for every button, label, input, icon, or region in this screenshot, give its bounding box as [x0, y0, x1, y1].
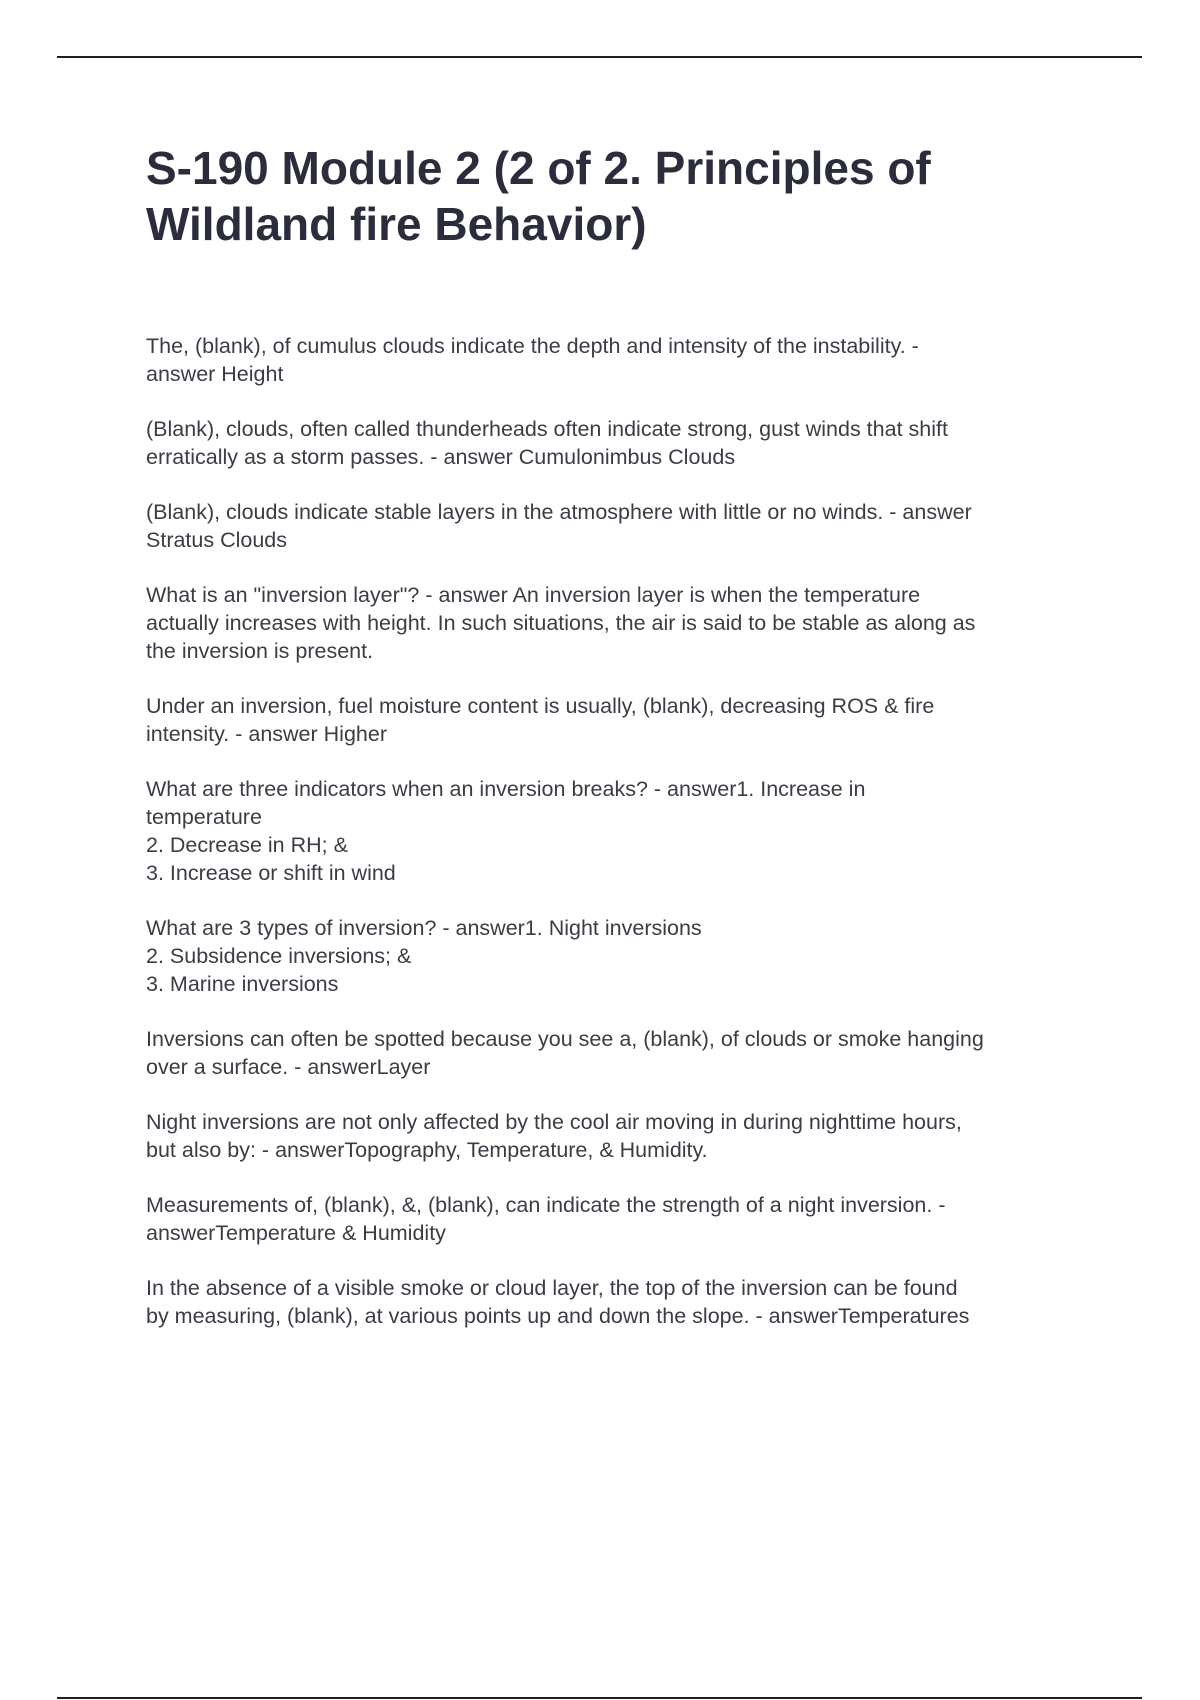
title-line-1: S-190 Module 2 (2 of 2. Principles of	[146, 142, 931, 194]
qa-entry: What are 3 types of inversion? - answer1. Night inversions 2. Subsidence inversions; & 3. Marine inversions	[146, 916, 702, 996]
qa-entry: (Blank), clouds indicate stable layers in the atmosphere with little or no winds. - answer Stratus Clouds	[146, 500, 972, 552]
qa-entry: What is an "inversion layer"? - answer An inversion layer is when the temperature actually increases with height. In such situations, the air is said to be stable as along as the inversion is present.	[146, 583, 976, 663]
qa-entry: Measurements of, (blank), &, (blank), can indicate the strength of a night inversion. - answerTemperature & Humidity	[146, 1193, 946, 1245]
qa-entry: Inversions can often be spotted because you see a, (blank), of clouds or smoke hanging over a surface. - answerLayer	[146, 1027, 984, 1079]
qa-entry: In the absence of a visible smoke or cloud layer, the top of the inversion can be found by measuring, (blank), at various points up and down the slope. - answerTemperatures	[146, 1276, 970, 1328]
qa-entry: Under an inversion, fuel moisture content is usually, (blank), decreasing ROS & fire intensity. - answer Higher	[146, 694, 935, 746]
title-line-2: Wildland fire Behavior)	[146, 198, 647, 250]
qa-entry: The, (blank), of cumulus clouds indicate the depth and intensity of the instability. - answer Height	[146, 334, 919, 386]
document-body	[146, 140, 1096, 1357]
qa-entry: (Blank), clouds, often called thunderheads often indicate strong, gust winds that shift erratically as a storm passes. - answer Cumulonimbus Clouds	[146, 417, 948, 469]
qa-entry: Night inversions are not only affected by the cool air moving in during nighttime hours, but also by: - answerTopography, Temperature, & Humidity.	[146, 1110, 962, 1162]
footer-rule	[57, 1697, 1142, 1699]
document-title	[146, 140, 1096, 252]
qa-list	[146, 332, 1096, 1330]
header-rule	[57, 56, 1142, 58]
qa-entry: What are three indicators when an inversion breaks? - answer1. Increase in temperature 2. Decrease in RH; & 3. Increase or shift in wind	[146, 777, 866, 885]
